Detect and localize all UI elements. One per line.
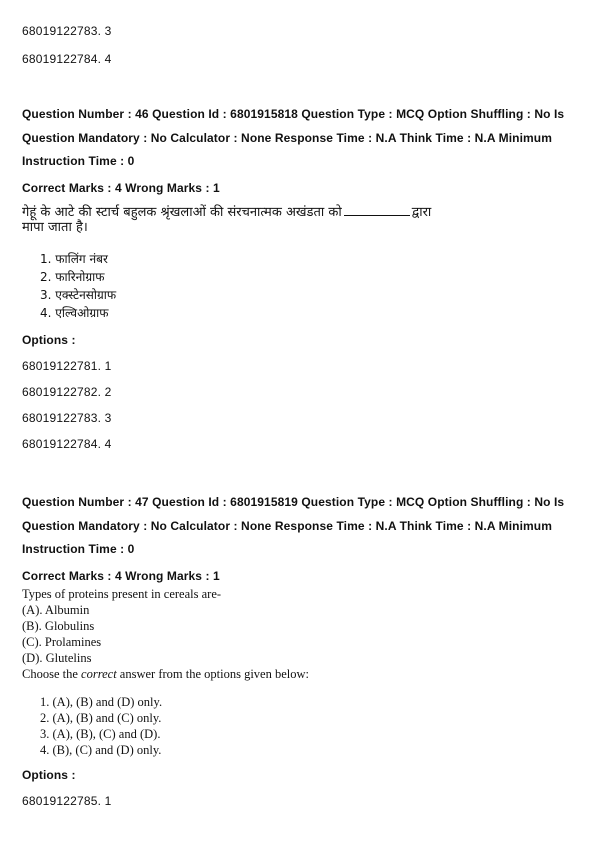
instruction-line (22, 666, 309, 682)
question-meta-line1: Question Number : 46 Question Id : 6801915818 Question Type : MCQ Option Shuffling : No Is (22, 107, 565, 121)
answer-blank (344, 203, 410, 216)
question-meta-line3: Instruction Time : 0 (22, 154, 135, 168)
question-text-line2: मापा जाता है। (22, 220, 88, 235)
option-line: 68019122783. 3 (22, 24, 112, 38)
choice-item: 2. फारिनोग्राफ (40, 270, 105, 284)
instruction-before: Choose the (22, 667, 82, 681)
choice-item: 2. (A), (B) and (C) only. (40, 711, 162, 725)
question-line: Types of proteins present in cereals are- (22, 587, 222, 601)
instruction-emphasis: correct (81, 667, 117, 681)
option-line: 68019122781. 1 (22, 359, 112, 373)
options-label: Options : (22, 333, 76, 347)
question-line: (C). Prolamines (22, 635, 102, 649)
option-line: 68019122782. 2 (22, 385, 112, 399)
question-meta-line3: Instruction Time : 0 (22, 542, 135, 556)
question-text-part2: द्वारा (411, 205, 432, 220)
marks-line: Correct Marks : 4 Wrong Marks : 1 (22, 569, 220, 583)
choice-item: 1. फालिंग नंबर (40, 252, 108, 266)
option-line: 68019122785. 1 (22, 794, 112, 808)
options-label: Options : (22, 768, 76, 782)
instruction-after: answer from the options given below: (116, 667, 309, 681)
choice-item: 4. एल्विओग्राफ (40, 306, 109, 320)
question-text (22, 586, 309, 682)
question-line: (A). Albumin (22, 603, 90, 617)
question-text (22, 203, 431, 235)
question-text-part1: गेहूं के आटे की स्टार्च बहुलक श्रृंखलाओं की संरचनात्मक अखंडता को (22, 205, 342, 220)
choice-list (22, 250, 116, 322)
question-meta-line1: Question Number : 47 Question Id : 6801915819 Question Type : MCQ Option Shuffling : No Is (22, 495, 565, 509)
option-line: 68019122783. 3 (22, 411, 112, 425)
choice-item: 4. (B), (C) and (D) only. (40, 743, 162, 757)
choice-item: 3. एक्स्टेनसोग्राफ (40, 288, 117, 302)
question-line: (D). Glutelins (22, 651, 92, 665)
choice-item: 1. (A), (B) and (D) only. (40, 695, 163, 709)
option-line: 68019122784. 4 (22, 52, 112, 66)
choice-item: 3. (A), (B), (C) and (D). (40, 727, 161, 741)
question-meta-line2: Question Mandatory : No Calculator : None Response Time : N.A Think Time : N.A Minimum (22, 519, 552, 533)
question-line: (B). Globulins (22, 619, 95, 633)
choice-list (22, 694, 162, 758)
option-line: 68019122784. 4 (22, 437, 112, 451)
marks-line: Correct Marks : 4 Wrong Marks : 1 (22, 181, 220, 195)
question-meta-line2: Question Mandatory : No Calculator : None Response Time : N.A Think Time : N.A Minimum (22, 131, 552, 145)
